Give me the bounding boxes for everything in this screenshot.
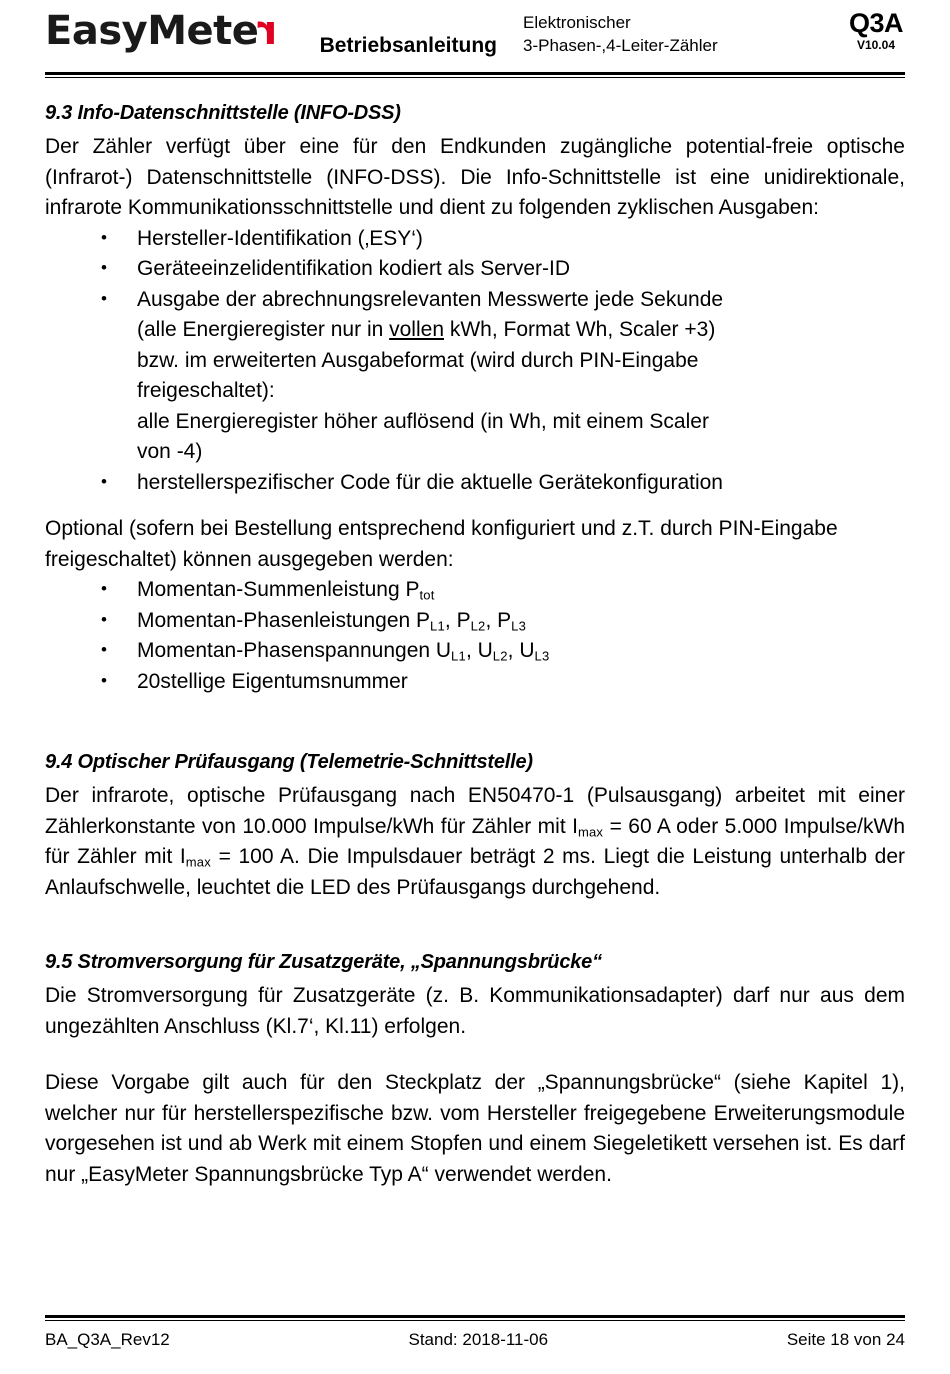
paragraph-part: = 100 A. Die Impulsdauer beträgt 2 ms. Liegt die Leistung unterhalb der Anlaufschwelle, leuchtet die LED des Prüfausgangs durchgehend. (45, 845, 905, 899)
list-item-text: • Ausgabe der abrechnungsrelevanten Messwerte jede Sekunde (137, 287, 724, 311)
list-item (45, 606, 905, 637)
list-item-subline: alle Energieregister höher auflösend (in Wh, mit einem Scaler (137, 409, 709, 433)
header-model-version: V10.04 (856, 38, 895, 52)
page-footer (45, 1315, 905, 1352)
heading-section-9-3: 9.3 Info-Datenschnittstelle (INFO-DSS) (45, 102, 401, 124)
list-item-subline: freigeschaltet): (137, 379, 275, 402)
list-item-text: Geräteeinzelidentifikation kodiert als Server-ID (137, 257, 571, 280)
list-item-text (137, 578, 435, 601)
paragraph-9-3-intro: Der Zähler verfügt über eine für den Endkunden zugängliche potential-freie optische (Infrarot-) Datenschnittstelle (INFO-DSS). Die Info-Schnittstelle ist eine unidirektionale, infrarote Kommunikationsschnittstelle und dient zu folgenden zyklischen Ausgaben: (45, 135, 905, 219)
list-item (45, 575, 905, 606)
list-item-text: Hersteller-Identifikation (‚ESY‘) (137, 226, 423, 250)
subscript-l1: L1 (430, 618, 445, 634)
subscript-max: max (185, 854, 211, 870)
list-item-subline: bzw. im erweiterten Ausgabeformat (wird durch PIN-Eingabe (137, 348, 699, 372)
logo-red-r-mark: r (258, 8, 278, 54)
list-item (45, 468, 905, 499)
subscript-l3: L3 (534, 648, 550, 664)
page-content (45, 78, 905, 1190)
list-item (45, 224, 905, 255)
easymeter-logo (45, 6, 278, 54)
list-item (45, 636, 905, 667)
paragraph-9-5-second: Diese Vorgabe gilt auch für den Steckplatz der „Spannungsbrücke“ (siehe Kapitel 1), welcher nur für herstellerspezifische bzw. vom Hersteller freigegebene Erweiterungsmodule vorgesehen ist und ab Werk mit einem Stopfen und einem Siegeletikett versehen ist. Es darf nur „EasyMeter Spannungsbrücke Typ A“ verwendet werden. (45, 1071, 905, 1186)
label-text: , P (485, 608, 512, 632)
subscript-l2: L2 (470, 618, 486, 634)
label-text: Momentan-Phasenspannungen U (137, 639, 452, 662)
paragraph-part: = 60 A oder 5.000 Impulse/kWh für Zähler mit I (45, 814, 905, 868)
list-item-text: herstellerspezifischer Code für die aktuelle Gerätekonfiguration (137, 470, 723, 494)
label-text: , P (444, 608, 471, 632)
list-item-text (137, 639, 549, 662)
paragraph-9-4-body (45, 781, 905, 903)
subscript-max: max (577, 824, 604, 840)
label-text: Momentan-Summenleistung P (137, 578, 420, 601)
list-item-subline (137, 315, 905, 346)
label-text: , U (465, 639, 493, 662)
label-text: Momentan-Phasenleistungen P (137, 608, 431, 632)
list-item (45, 667, 905, 698)
list-item-subline: von -4) (137, 440, 203, 463)
subline-pre: (alle Energieregister nur in (137, 318, 390, 341)
header-model-block (849, 6, 905, 52)
subline-post: kWh, Format Wh, Scaler +3) (444, 318, 716, 341)
header-description-line2: 3-Phasen-,4-Leiter-Zähler (523, 36, 718, 55)
header-model-name: Q3A (848, 8, 903, 38)
footer-page-number: Seite 18 von 24 (786, 1330, 905, 1349)
paragraph-9-3-optional-intro: Optional (sofern bei Bestellung entsprechend konfiguriert und z.T. durch PIN-Eingabe freigeschaltet) können ausgegeben werden: (45, 517, 838, 571)
spacer (45, 498, 905, 514)
header-description (523, 6, 718, 57)
subscript-l3: L3 (511, 618, 527, 634)
subscript-l2: L2 (492, 648, 508, 664)
list-item (45, 254, 905, 285)
footer-document-id: BA_Q3A_Rev12 (45, 1330, 170, 1349)
paragraph-part: Der infrarote, optische Prüfausgang nach EN50470-1 (Pulsausgang) arbeitet mit einer Zählerkonstante von 10.000 Impulse/kWh für Zähler mit I (45, 784, 905, 838)
subscript-l1: L1 (451, 648, 466, 664)
list-item-text (137, 609, 526, 632)
spacer (45, 903, 905, 949)
list-optional-outputs (45, 575, 905, 697)
list-info-dss-outputs (45, 224, 905, 499)
footer-date: Stand: 2018-11-06 (408, 1330, 549, 1349)
list-item (45, 285, 905, 468)
heading-section-9-4: 9.4 Optischer Prüfausgang (Telemetrie-Schnittstelle) (45, 751, 533, 773)
header-description-line1: Elektronischer (523, 13, 631, 32)
header-doctype: Betriebsanleitung (319, 34, 497, 57)
page-header (45, 0, 905, 72)
logo-wordmark: EasyMete (45, 8, 259, 54)
spacer (45, 697, 905, 749)
subscript-tot: tot (419, 587, 435, 603)
underlined-word-vollen: vollen (389, 318, 444, 341)
label-text: , U (507, 639, 535, 662)
heading-section-9-5: 9.5 Stromversorgung für Zusatzgeräte, „Spannungsbrücke“ (45, 951, 602, 973)
paragraph-9-5-first: Die Stromversorgung für Zusatzgeräte (z. B. Kommunikationsadapter) darf nur aus dem ungezählten Anschluss (Kl.7‘, Kl.11) erfolgen. (45, 984, 905, 1038)
spacer (45, 1042, 905, 1068)
list-item-text: 20stellige Eigentumsnummer (137, 669, 408, 693)
